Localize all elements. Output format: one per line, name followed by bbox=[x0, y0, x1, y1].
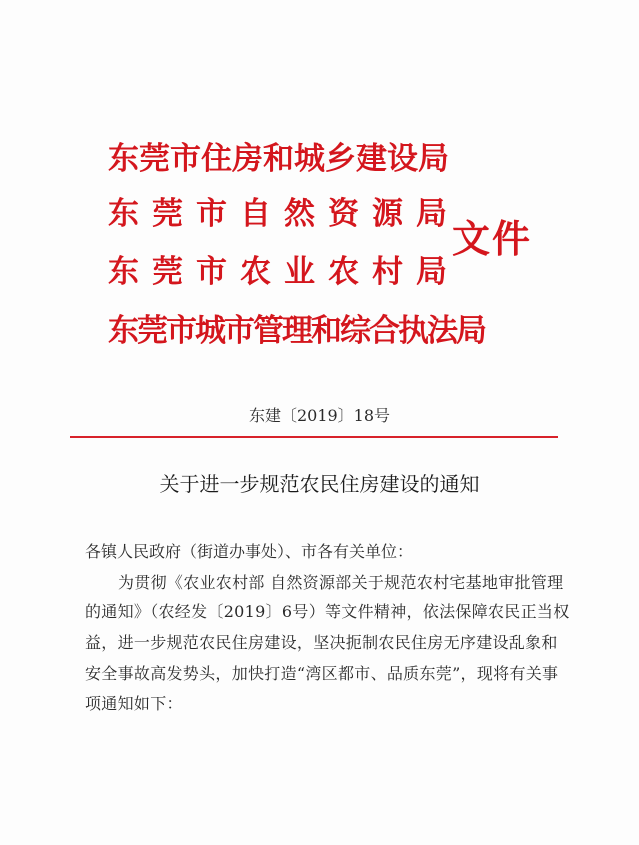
issuer-natural-resources-bureau: 东莞市自然资源局 bbox=[108, 196, 460, 232]
issuer-agriculture-bureau: 东莞市农业农村局 bbox=[108, 254, 460, 290]
issuer-urban-management-bureau: 东莞市城市管理和综合执法局 bbox=[108, 313, 485, 349]
body-line: 益，进一步规范农民住房建设，坚决扼制农民住房无序建设乱象和 bbox=[85, 633, 558, 652]
body-line: 为贯彻《农业农村部 自然资源部关于规范农村宅基地审批管理 bbox=[118, 573, 564, 592]
body-line: 的通知》（农经发〔2019〕6号）等文件精神，依法保障农民正当权 bbox=[85, 602, 570, 621]
notice-title: 关于进一步规范农民住房建设的通知 bbox=[159, 472, 480, 496]
red-divider-line bbox=[70, 436, 558, 438]
issuer-housing-bureau: 东莞市住房和城乡建设局 bbox=[108, 141, 449, 177]
body-line: 项通知如下： bbox=[85, 694, 183, 713]
document-number: 东建〔2019〕18号 bbox=[248, 406, 391, 425]
body-line: 安全事故高发势头，加快打造“湾区都市、品质东莞”，现将有关事 bbox=[85, 664, 559, 683]
document-type-label: 文件 bbox=[452, 217, 533, 261]
salutation: 各镇人民政府（街道办事处）、市各有关单位： bbox=[85, 542, 414, 561]
